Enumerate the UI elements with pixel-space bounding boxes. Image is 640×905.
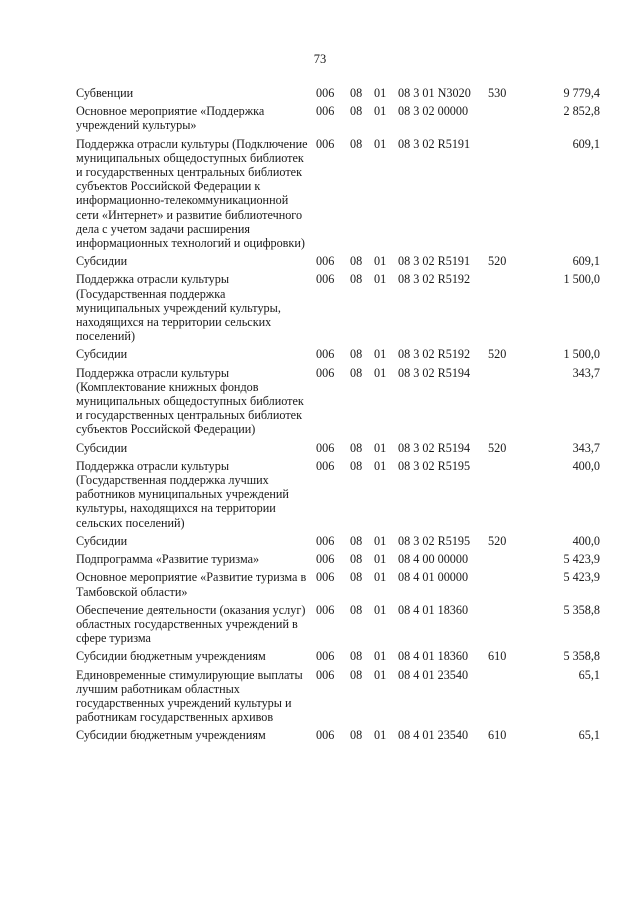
item-name: Субсидии [76,440,128,455]
expense-type-code: 610 [488,728,507,743]
expense-type-code: 520 [488,533,507,548]
ministry-code: 006 [316,667,335,682]
item-name: Основное мероприятие «Развитие туризма в Тамбовской области» [76,570,307,599]
subsection-code: 01 [374,667,387,682]
section-code: 08 [350,86,363,100]
table-row [76,137,600,251]
subsection-code: 01 [374,602,387,617]
subsection-code: 01 [374,104,387,119]
ministry-code: 006 [316,649,335,664]
amount: 5 358,8 [563,649,600,664]
item-name: Поддержка отрасли культуры (Подключение муниципальных общедоступных библиотек и государственных центральных библиотек субъектов Российской Федерации к информационно-телекоммуникационной сети «Интернет» и развитие библиотечного дела с учетом задачи расширения информационных технологий и оцифровки) [76,136,308,251]
table-row [76,254,600,268]
section-code: 08 [350,104,363,119]
amount: 9 779,4 [563,86,600,100]
subsection-code: 01 [374,86,387,100]
section-code: 08 [350,602,363,617]
section-code: 08 [350,728,363,743]
item-name: Обеспечение деятельности (оказания услуг) областных государственных учреждений в сфере туризма [76,602,306,646]
section-code: 08 [350,347,363,362]
subsection-code: 01 [374,347,387,362]
subsection-code: 01 [374,570,387,585]
item-name: Субсидии [76,254,128,269]
target-article-code: 08 4 01 18360 [398,602,469,617]
ministry-code: 006 [316,552,335,567]
section-code: 08 [350,272,363,287]
table-row [76,104,600,132]
amount: 400,0 [572,533,600,548]
subsection-code: 01 [374,728,387,743]
budget-table [76,86,600,747]
ministry-code: 006 [316,86,335,100]
target-article-code: 08 4 00 00000 [398,552,469,567]
ministry-code: 006 [316,533,335,548]
item-name: Основное мероприятие «Поддержка учреждений культуры» [76,104,265,133]
ministry-code: 006 [316,570,335,585]
item-name: Субсидии [76,347,128,362]
table-row [76,570,600,598]
target-article-code: 08 3 02 R5194 [398,440,471,455]
subsection-code: 01 [374,272,387,287]
ministry-code: 006 [316,347,335,362]
table-row [76,272,600,343]
amount: 400,0 [572,458,600,473]
item-name: Подпрограмма «Развитие туризма» [76,552,260,567]
table-row [76,366,600,437]
target-article-code: 08 3 02 R5191 [398,254,471,269]
table-row [76,441,600,455]
amount: 65,1 [578,667,600,682]
item-name: Субсидии [76,533,128,548]
item-name: Поддержка отрасли культуры (Комплектование книжных фондов муниципальных общедоступных библиотек и государственных центральных библиотек субъектов Российской Федерации) [76,365,304,437]
table-row [76,534,600,548]
expense-type-code: 610 [488,649,507,664]
table-row [76,552,600,566]
amount: 609,1 [572,254,600,269]
ministry-code: 006 [316,136,335,151]
amount: 65,1 [578,728,600,743]
expense-type-code: 520 [488,440,507,455]
section-code: 08 [350,254,363,269]
amount: 343,7 [572,365,600,380]
target-article-code: 08 3 02 00000 [398,104,469,119]
target-article-code: 08 4 01 23540 [398,728,469,743]
subsection-code: 01 [374,440,387,455]
item-name: Единовременные стимулирующие выплаты лучшим работникам областных государственных учреждений культуры и работникам государственных архивов [76,667,303,725]
subsection-code: 01 [374,552,387,567]
ministry-code: 006 [316,272,335,287]
target-article-code: 08 3 02 R5191 [398,136,471,151]
target-article-code: 08 3 02 R5194 [398,365,471,380]
item-name: Субсидии бюджетным учреждениям [76,728,266,743]
target-article-code: 08 3 02 R5192 [398,272,471,287]
target-article-code: 08 4 01 23540 [398,667,469,682]
amount: 5 358,8 [563,602,600,617]
section-code: 08 [350,649,363,664]
section-code: 08 [350,136,363,151]
target-article-code: 08 4 01 00000 [398,570,469,585]
subsection-code: 01 [374,458,387,473]
ministry-code: 006 [316,440,335,455]
table-row [76,459,600,530]
amount: 343,7 [572,440,600,455]
table-row [76,86,600,100]
item-name: Поддержка отрасли культуры (Государственная поддержка муниципальных учреждений культуры, находящихся на территории сельских поселений) [76,272,281,344]
page-number: 73 [313,52,327,66]
amount: 609,1 [572,136,600,151]
item-name: Субвенции [76,86,134,100]
amount: 5 423,9 [563,552,600,567]
ministry-code: 006 [316,254,335,269]
subsection-code: 01 [374,136,387,151]
amount: 1 500,0 [563,272,600,287]
subsection-code: 01 [374,365,387,380]
section-code: 08 [350,570,363,585]
section-code: 08 [350,440,363,455]
expense-type-code: 520 [488,347,507,362]
table-row [76,728,600,742]
amount: 5 423,9 [563,570,600,585]
expense-type-code: 530 [488,86,507,100]
amount: 1 500,0 [563,347,600,362]
subsection-code: 01 [374,254,387,269]
ministry-code: 006 [316,458,335,473]
expense-type-code: 520 [488,254,507,269]
item-name: Поддержка отрасли культуры (Государственная поддержка лучших работников муниципальных учреждений культуры, находящихся на территории сельских поселений) [76,458,289,530]
table-row [76,649,600,663]
item-name: Субсидии бюджетным учреждениям [76,649,266,664]
section-code: 08 [350,552,363,567]
section-code: 08 [350,365,363,380]
amount: 2 852,8 [563,104,600,119]
target-article-code: 08 4 01 18360 [398,649,469,664]
target-article-code: 08 3 01 N3020 [398,86,471,100]
section-code: 08 [350,533,363,548]
ministry-code: 006 [316,728,335,743]
table-row [76,668,600,725]
subsection-code: 01 [374,649,387,664]
table-row [76,603,600,646]
subsection-code: 01 [374,533,387,548]
section-code: 08 [350,667,363,682]
target-article-code: 08 3 02 R5192 [398,347,471,362]
section-code: 08 [350,458,363,473]
table-row [76,347,600,361]
target-article-code: 08 3 02 R5195 [398,533,471,548]
ministry-code: 006 [316,365,335,380]
ministry-code: 006 [316,104,335,119]
target-article-code: 08 3 02 R5195 [398,458,471,473]
ministry-code: 006 [316,602,335,617]
